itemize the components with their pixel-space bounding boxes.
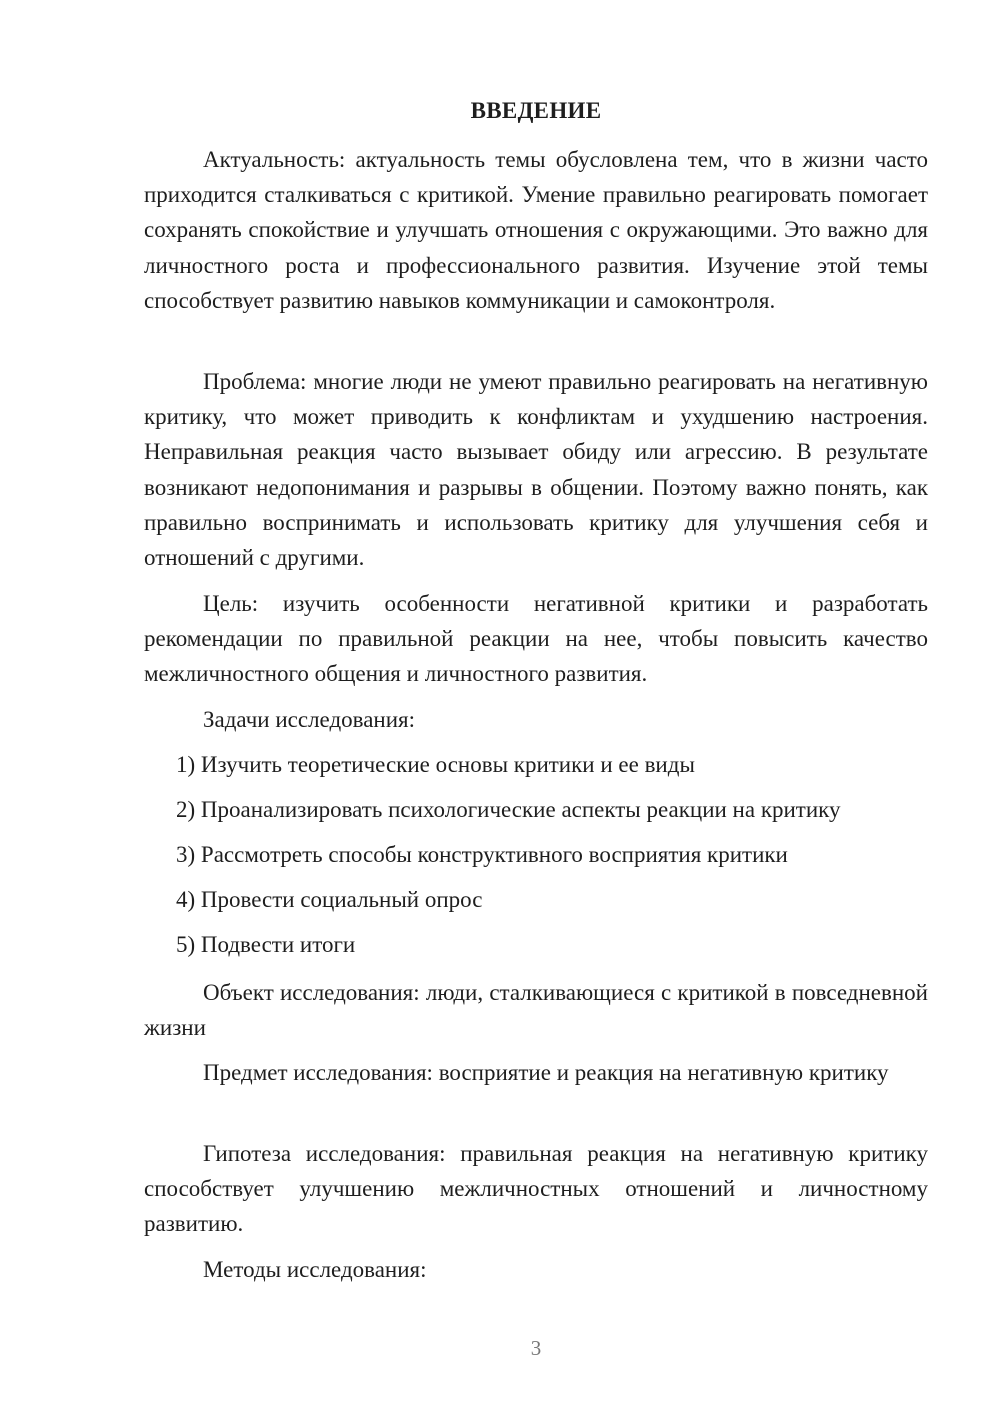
relevance-paragraph: Актуальность: актуальность темы обусловлена тем, что в жизни часто приходится сталкиваться с критикой. Умение правильно реагировать помогает сохранять спокойствие и улучшать отношения с окружающими. Это важно для личностного роста и профессионального развития. Изучение этой темы способствует развитию навыков коммуникации и самоконтроля. — [144, 147, 928, 313]
task-item-5: 5) Подвести итоги — [176, 932, 356, 957]
goal-paragraph: Цель: изучить особенности негативной критики и разработать рекомендации по правильной реакции на нее, чтобы повысить качество межличностного общения и личностного развития. — [144, 591, 928, 687]
object-paragraph: Объект исследования: люди, сталкивающиеся с критикой в повседневной жизни — [144, 980, 928, 1041]
subject-paragraph: Предмет исследования: восприятие и реакция на негативную критику — [203, 1060, 889, 1085]
tasks-heading: Задачи исследования: — [203, 707, 416, 732]
problem-paragraph: Проблема: многие люди не умеют правильно реагировать на негативную критику, что может приводить к конфликтам и ухудшению настроения. Неправильная реакция часто вызывает обиду или агрессию. В результате возникают недопонимания и разрывы в общении. Поэтому важно понять, как правильно воспринимать и использовать критику для улучшения себя и отношений с другими. — [144, 369, 928, 571]
hypothesis-paragraph: Гипотеза исследования: правильная реакция на негативную критику способствует улучшению межличностных отношений и личностному развитию. — [144, 1141, 928, 1237]
page-number: 3 — [530, 1336, 542, 1360]
section-heading: ВВЕДЕНИЕ — [470, 98, 602, 123]
task-item-4: 4) Провести социальный опрос — [176, 887, 483, 912]
task-item-1: 1) Изучить теоретические основы критики и ее виды — [176, 752, 695, 777]
task-item-2: 2) Проанализировать психологические аспекты реакции на критику — [176, 797, 841, 822]
task-item-3: 3) Рассмотреть способы конструктивного восприятия критики — [176, 842, 788, 867]
methods-heading: Методы исследования: — [203, 1257, 427, 1282]
